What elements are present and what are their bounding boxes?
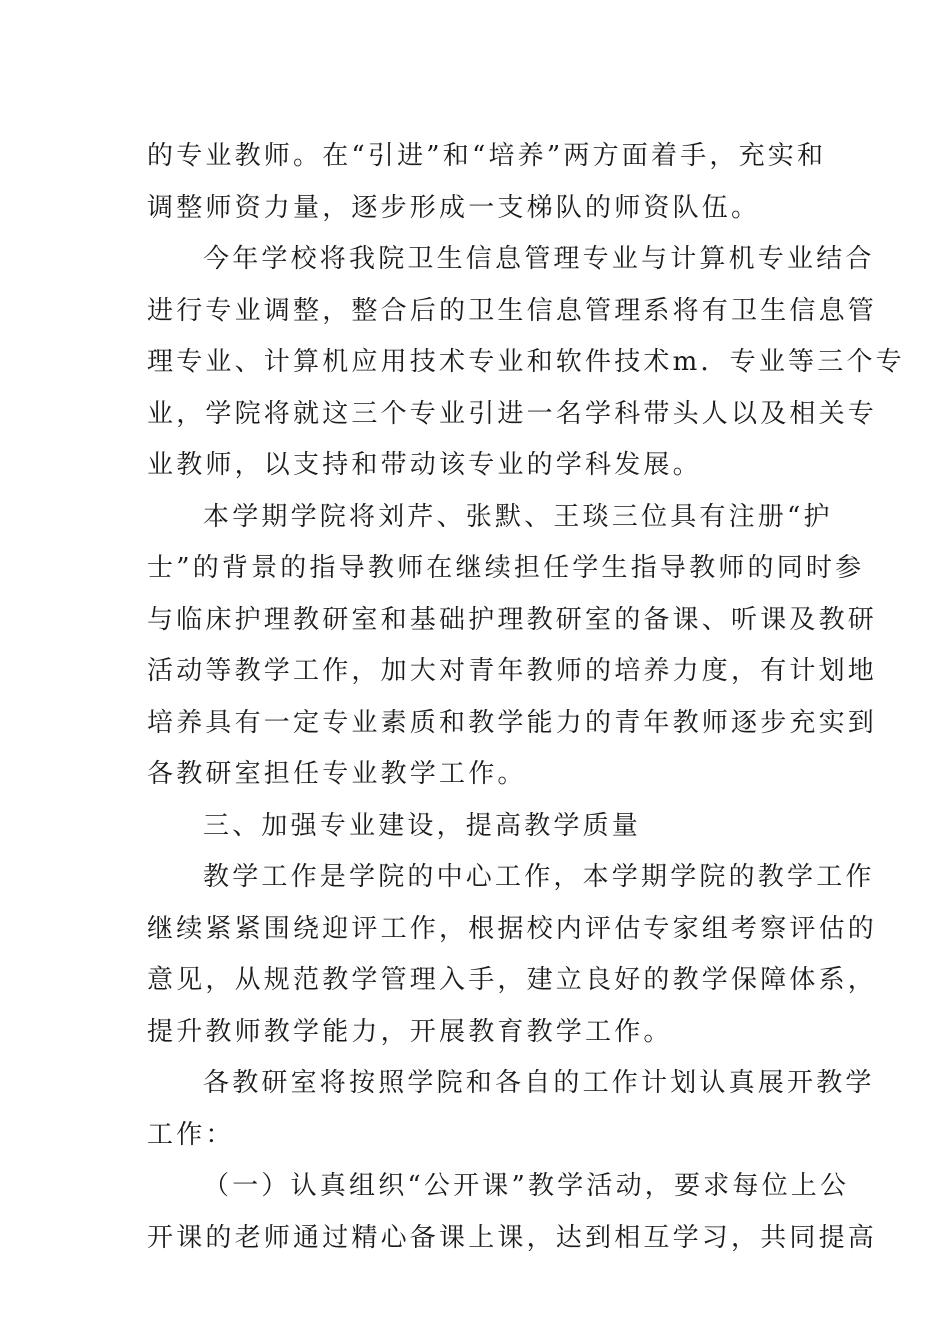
text-line: 本学期学院将刘芹、张默、王琰三位具有注册“护: [203, 501, 833, 532]
text-line: 提升教师教学能力，开展教育教学工作。: [147, 1016, 673, 1047]
document-body: [147, 131, 905, 1264]
heading-line: 三、加强专业建设，提高教学质量: [203, 810, 642, 841]
text-line: 调整师资力量，逐步形成一支梯队的师资队伍。: [147, 192, 761, 223]
text-line: 意见，从规范教学管理入手，建立良好的教学保障体系，: [147, 965, 878, 995]
paragraph: [147, 234, 905, 492]
text-line: 开课的老师通过精心备课上课，达到相互学习，共同提高: [147, 1222, 878, 1253]
text-line: 继续紧紧围绕迎评工作，根据校内评估专家组考察评估的: [147, 913, 878, 944]
text-line: 进行专业调整，整合后的卫生信息管理系将有卫生信息管: [147, 295, 878, 326]
text-line: 业，学院将就这三个专业引进一名学科带头人以及相关专: [147, 398, 878, 429]
text-line: 各教研室担任专业教学工作。: [147, 759, 527, 789]
text-line: 工作：: [147, 1119, 235, 1150]
text-line: 士”的背景的指导教师在继续担任学生指导教师的同时参: [147, 553, 865, 583]
paragraph: [147, 852, 878, 1058]
text-line: 教学工作是学院的中心工作，本学期学院的教学工作: [203, 862, 875, 892]
paragraph: [147, 131, 827, 234]
text-line: 活动等教学工作，加大对青年教师的培养力度，有计划地: [147, 656, 878, 686]
text-line: 培养具有一定专业素质和教学能力的青年教师逐步充实到: [147, 707, 878, 738]
text-line: 理专业、计算机应用技术专业和软件技术m．专业等三个专: [147, 347, 905, 377]
text-line: （一）认真组织“公开课”教学活动，要求每位上公: [203, 1171, 850, 1201]
text-line: 业教师，以支持和带动该专业的学科发展。: [147, 450, 702, 480]
text-line: 各教研室将按照学院和各自的工作计划认真展开教学: [203, 1068, 875, 1098]
text-line: 的专业教师。在“引进”和“培养”两方面着手，充实和: [147, 141, 827, 171]
text-line: 今年学校将我院卫生信息管理专业与计算机专业结合: [203, 244, 875, 274]
paragraph: [147, 1161, 878, 1264]
section-heading: [147, 801, 807, 853]
paragraph: [147, 1058, 875, 1161]
paragraph: [147, 492, 878, 801]
text-line: 与临床护理教研室和基础护理教研室的备课、听课及教研: [147, 604, 878, 635]
